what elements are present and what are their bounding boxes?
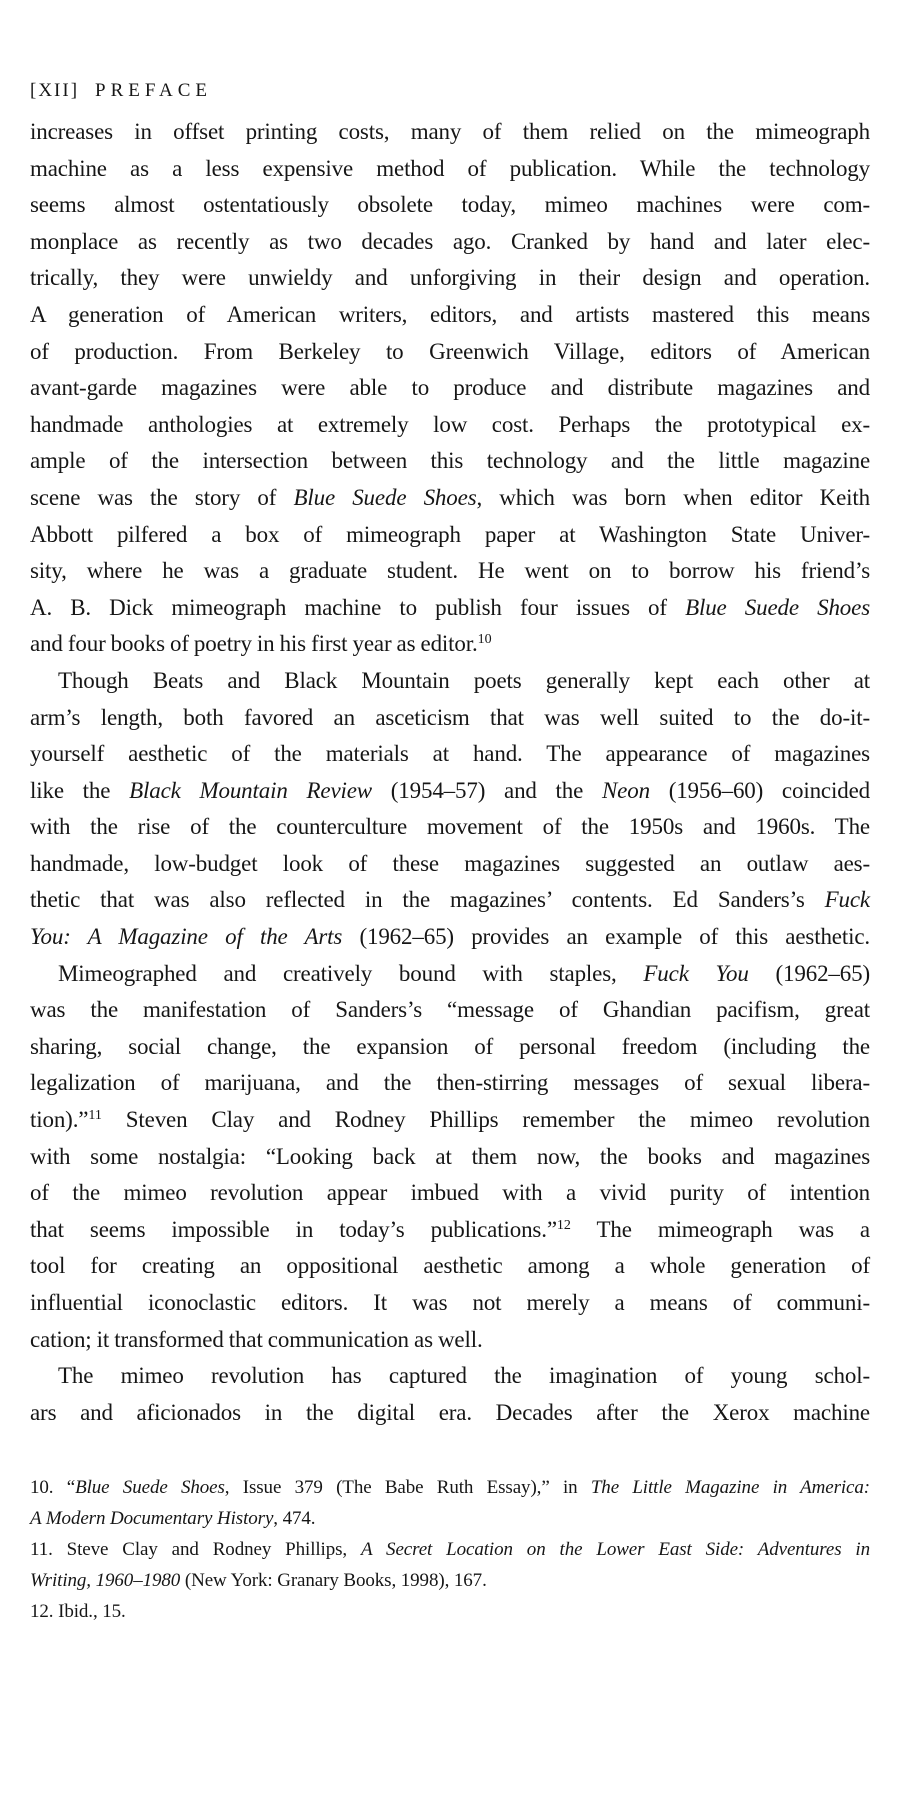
paragraph xyxy=(30,114,870,663)
footnote xyxy=(30,1596,870,1627)
text-line: and four books of poetry in his first year as editor.$^{10}$ xyxy=(30,631,492,657)
text-line: arm’s length, both favored an asceticism that was well suited to the do-it- xyxy=(30,704,870,730)
text-line: increases in offset printing costs, many of them relied on the mimeograph xyxy=(30,119,870,144)
text-line: was the manifestation of Sanders’s “message of Ghandian pacifism, great xyxy=(30,997,870,1023)
text-line: yourself aesthetic of the materials at hand. The appearance of magazines xyxy=(30,741,870,767)
text-line: sharing, social change, the expansion of personal freedom (including the xyxy=(30,1033,870,1059)
text-line: with the rise of the counterculture movement of the 1950s and 1960s. The xyxy=(30,814,870,840)
paragraph xyxy=(30,1358,870,1431)
text-line: Abbott pilfered a box of mimeograph paper at Washington State Univer- xyxy=(30,521,870,547)
footnote-line: 11. Steve Clay and Rodney Phillips, A Secret Location on the Lower East Side: Adventures in xyxy=(30,1539,870,1560)
text-line: tool for creating an oppositional aesthetic among a whole generation of xyxy=(30,1253,870,1279)
text-line: sity, where he was a graduate student. He went on to borrow his friend’s xyxy=(30,558,870,584)
text-line: ars and aficionados in the digital era. Decades after the Xerox machine xyxy=(30,1399,870,1425)
paragraph xyxy=(30,956,870,1359)
text-line: avant-garde magazines were able to produce and distribute magazines and xyxy=(30,375,870,401)
footnote-line: 12. Ibid., 15. xyxy=(30,1601,126,1622)
text-line: You: A Magazine of the Arts (1962–65) provides an example of this aesthetic. xyxy=(30,924,870,950)
text-line: A. B. Dick mimeograph machine to publish four issues of Blue Suede Shoes xyxy=(30,594,871,620)
text-line: cation; it transformed that communication as well. xyxy=(30,1326,483,1352)
running-head xyxy=(30,80,212,102)
footnote xyxy=(30,1472,870,1534)
text-line: seems almost ostentatiously obsolete today, mimeo machines were com- xyxy=(30,192,870,218)
text-line: machine as a less expensive method of publication. While the technology xyxy=(30,155,870,181)
text-line: tion).”$^{11}$ Steven Clay and Rodney Phillips remember the mimeo revolution xyxy=(30,1107,870,1133)
footnote-line: 10. “Blue Suede Shoes, Issue 379 (The Babe Ruth Essay),” in The Little Magazine in America: xyxy=(30,1477,871,1498)
text-line: trically, they were unwieldy and unforgiving in their design and operation. xyxy=(30,265,870,291)
footnote-line: Writing, 1960–1980 (New York: Granary Books, 1998), 167. xyxy=(30,1570,487,1591)
text-line: A generation of American writers, editors, and artists mastered this means xyxy=(30,301,870,327)
text-line: monplace as recently as two decades ago. Cranked by hand and later elec- xyxy=(30,228,870,254)
text-line: Though Beats and Black Mountain poets generally kept each other at xyxy=(58,667,870,693)
paragraph xyxy=(30,663,870,956)
body-text xyxy=(30,114,870,1431)
text-line: The mimeo revolution has captured the imagination of young schol- xyxy=(58,1363,870,1389)
text-line: that seems impossible in today’s publications.”$^{12}$ The mimeograph was a xyxy=(30,1216,870,1242)
text-line: handmade, low-budget look of these magazines suggested an outlaw aes- xyxy=(30,850,870,876)
footnote xyxy=(30,1534,870,1596)
text-line: like the Black Mountain Review (1954–57) and the Neon (1956–60) coincided xyxy=(30,777,870,803)
text-line: of the mimeo revolution appear imbued with a vivid purity of intention xyxy=(30,1180,870,1206)
text-line: scene was the story of Blue Suede Shoes, which was born when editor Keith xyxy=(30,484,871,510)
text-line: legalization of marijuana, and the then-stirring messages of sexual libera- xyxy=(30,1070,870,1096)
text-line: influential iconoclastic editors. It was not merely a means of communi- xyxy=(30,1290,870,1315)
text-line: thetic that was also reflected in the magazines’ contents. Ed Sanders’s Fuck xyxy=(30,887,870,913)
footnote-line: A Modern Documentary History, 474. xyxy=(30,1508,316,1529)
text-line: ample of the intersection between this technology and the little magazine xyxy=(30,448,870,474)
text-line: of production. From Berkeley to Greenwich Village, editors of American xyxy=(30,338,870,364)
page-folio: [XII] xyxy=(30,80,80,101)
chapter-title: PREFACE xyxy=(95,80,213,101)
text-line: Mimeographed and creatively bound with staples, Fuck You (1962–65) xyxy=(58,960,870,986)
text-line: with some nostalgia: “Looking back at them now, the books and magazines xyxy=(30,1143,870,1169)
text-line: handmade anthologies at extremely low cost. Perhaps the prototypical ex- xyxy=(30,411,870,437)
footnotes xyxy=(30,1472,870,1627)
